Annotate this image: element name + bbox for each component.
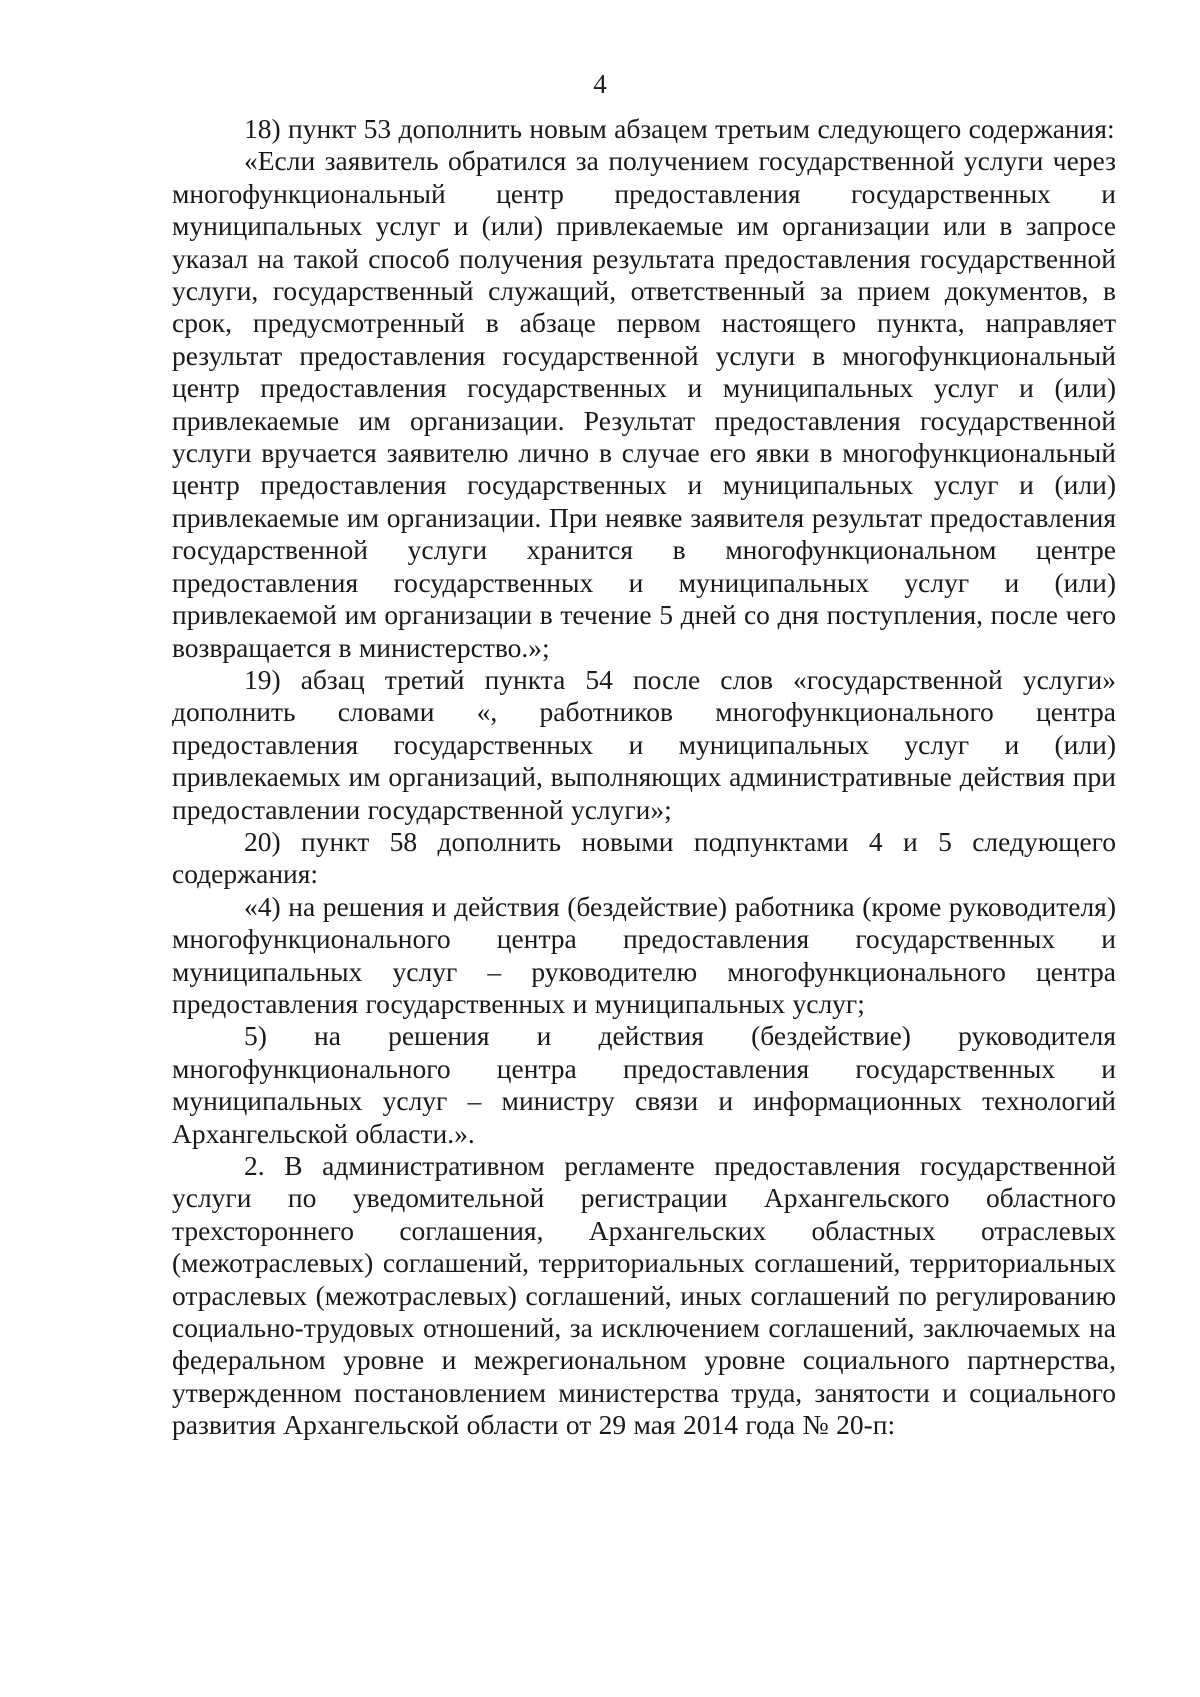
paragraph-item-19: 19) абзац третий пункта 54 после слов «государственной услуги» дополнить словами «, работников многофункционального центра предоставления государственных и муниципальных услуг и (или) привлекаемых им организаций, выполняющих административные действия при предоставлении государственной услуги»; [172, 663, 1116, 825]
page-number: 4 [593, 69, 607, 99]
paragraph-section-2: 2. В административном регламенте предоставления государственной услуги по уведомительной регистрации Архангельского областного трехстороннего соглашения, Архангельских областных отраслевых (межотраслевых) соглашений, территориальных соглашений, территориальных отраслевых (межотраслевых) соглашений, иных соглашений по регулированию социально-трудовых отношений, за исключением соглашений, заключаемых на федеральном уровне и межрегиональном уровне социального партнерства, утвержденном постановлением министерства труда, занятости и социального развития Архангельской области от 29 мая 2014 года № 20-п: [172, 1150, 1116, 1441]
paragraph-item-18: 18) пункт 53 дополнить новым абзацем третьим следующего содержания: [244, 113, 1115, 144]
document-body [172, 113, 1116, 1442]
paragraph-item-20: 20) пункт 58 дополнить новыми подпунктами 4 и 5 следующего содержания: [172, 825, 1116, 890]
paragraph-quote-item-18: «Если заявитель обратился за получением государственной услуги через многофункциональный центр предоставления государственных и муниципальных услуг и (или) привлекаемые им организации или в запросе указал на такой способ получения результата предоставления государственной услуги, государственный служащий, ответственный за прием документов, в срок, предусмотренный в абзаце первом настоящего пункта, направляет результат предоставления государственной услуги в многофункциональный центр предоставления государственных и муниципальных услуг и (или) привлекаемые им организации. Результат предоставления государственной услуги вручается заявителю лично в случае его явки в многофункциональный центр предоставления государственных и муниципальных услуг и (или) привлекаемые им организации. При неявке заявителя результат предоставления государственной услуги хранится в многофункциональном центре предоставления государственных и муниципальных услуг и (или) привлекаемой им организации в течение 5 дней со дня поступления, после чего возвращается в министерство.»; [172, 145, 1116, 663]
paragraph-subitem-5: 5) на решения и действия (бездействие) руководителя многофункционального центра предоставления государственных и муниципальных услуг – министру связи и информационных технологий Архангельской области.». [172, 1020, 1116, 1149]
paragraph-subitem-4: «4) на решения и действия (бездействие) работника (кроме руководителя) многофункционального центра предоставления государственных и муниципальных услуг – руководителю многофункционального центра предоставления государственных и муниципальных услуг; [172, 890, 1116, 1019]
